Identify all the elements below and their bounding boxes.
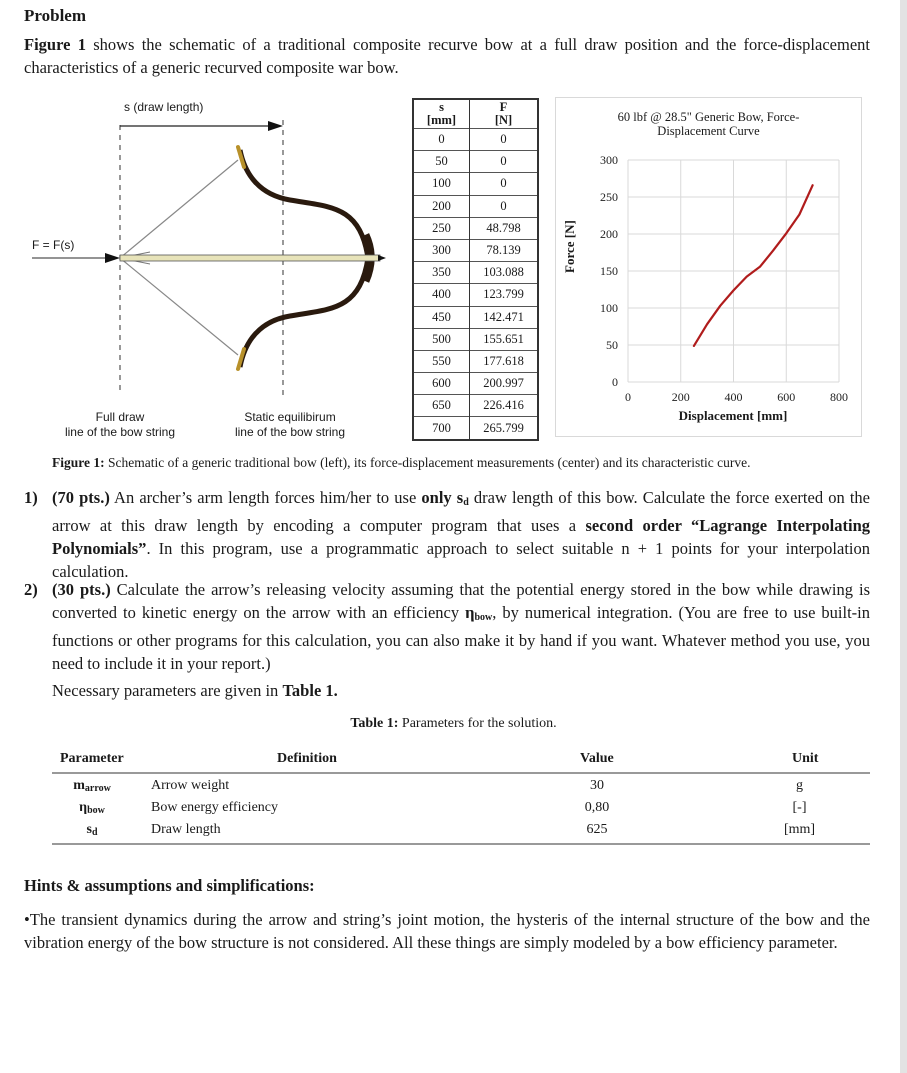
cell-s: 600 [413,373,470,395]
cell-f: 155.651 [470,328,539,350]
param-symbol: $\eta_{bow}$ [79,800,105,816]
svg-text:600: 600 [777,390,796,404]
param-unit: [mm] [783,822,816,837]
table-row [413,417,538,440]
table-row [413,306,538,328]
cell-s: 450 [413,306,470,328]
cell-f: 103.088 [470,262,539,284]
chart-title-line2: Displacement Curve [657,124,760,138]
header-s: s [mm] [413,99,470,129]
cell-f: 265.799 [470,417,539,440]
parameter-table [52,748,870,845]
cell-s: 50 [413,151,470,173]
y-axis-label: Force [N] [562,220,577,273]
cell-s: 400 [413,284,470,306]
question-points: (30 pts.) [52,580,111,599]
static-equilibrium-label [225,410,355,440]
cell-s: 700 [413,417,470,440]
parameter-table-header [52,748,870,774]
chart-title-line1: 60 lbf @ 28.5" Generic Bow, Force- [617,110,800,124]
question-2 [24,578,870,675]
col-definition: Definition [277,751,337,766]
question-number: 1) [24,488,38,507]
q1-method: second order “Lagrange Interpolating Polynomials” [52,516,870,558]
param-symbol: $m_{arrow}$ [73,778,111,794]
svg-text:150: 150 [600,264,618,278]
table-row [52,819,870,841]
table-row [52,797,870,819]
param-symbol: $s_d$ [86,822,98,838]
table-caption [0,716,907,732]
cell-s: 0 [413,129,470,151]
params-intro [52,681,338,701]
static-label-line2: line of the bow string [234,425,346,439]
col-parameter: Parameter [60,751,124,766]
cell-s: 250 [413,217,470,239]
x-axis-label: Displacement [mm] [678,408,788,423]
cell-s: 350 [413,262,470,284]
figure-ref: Figure 1 [24,35,86,54]
param-unit: [-] [792,800,807,815]
page-title: Problem [24,6,87,25]
q1-text-c: . In this program, use a programmatic approach to select suitable n + 1 points for your interpolation calculation. [52,539,870,581]
question-number: 2) [24,580,38,599]
param-definition: Bow energy efficiency [151,800,278,815]
param-value: 30 [590,778,604,793]
param-definition: Draw length [151,822,221,837]
bow-schematic [20,95,400,445]
param-value: 0,80 [584,800,610,815]
cell-s: 500 [413,328,470,350]
svg-text:250: 250 [600,190,618,204]
cell-f: 123.799 [470,284,539,306]
full-draw-label-line2: line of the bow string [64,425,176,439]
svg-text:800: 800 [830,390,848,404]
table-row [413,239,538,261]
svg-text:200: 200 [600,227,618,241]
table-row [413,284,538,306]
svg-text:200: 200 [671,390,690,404]
table-row [413,151,538,173]
svg-text:100: 100 [600,301,618,315]
table-caption-lead: Table 1: [350,716,399,731]
intro-paragraph [24,33,870,79]
figure-caption-lead: Figure 1: [52,455,105,470]
draw-length-label: s (draw length) [124,100,204,114]
cell-s: 300 [413,239,470,261]
table-row [413,395,538,417]
table-row [413,173,538,195]
cell-s: 200 [413,195,470,217]
cell-f: 0 [470,151,539,173]
q1-text-b: draw length of this bow. Calculate the force exerted on the arrow at this draw length by encoding a computer program that uses a [52,488,870,535]
question-1 [24,486,870,583]
hints-title: Hints & assumptions and simplifications: [24,876,315,895]
table-row [413,328,538,350]
table-row [413,195,538,217]
table-row [413,350,538,372]
cell-s: 650 [413,395,470,417]
force-displacement-chart [555,97,862,437]
figure-caption [52,455,750,471]
force-label: F = F(s) [32,238,75,252]
full-draw-label-line1: Full draw [95,410,145,424]
cell-f: 48.798 [470,217,539,239]
cell-s: 100 [413,173,470,195]
q1-only: only [421,488,452,507]
parameter-table-body [52,774,870,845]
hints-bullet: •The transient dynamics during the arrow and string’s joint motion, the hysteris of the internal structure of the bow and the vibration energy of the bow structure is not considered. All these things are simply modeled by a bow efficiency parameter. [24,910,870,952]
cell-f: 200.997 [470,373,539,395]
question-points: (70 pts.) [52,488,110,507]
cell-s: 550 [413,350,470,372]
cell-f: 0 [470,173,539,195]
cell-f: 177.618 [470,350,539,372]
svg-text:0: 0 [625,390,631,404]
q2-text-b: , by numerical integration. (You are free to use built-in functions or other programs for this calculation, you can also make it by hand if you want. Whatever method you use, you need to include it in your report.) [52,603,870,673]
param-unit: g [796,778,803,793]
chart-plot [556,98,861,436]
params-intro-text: Necessary parameters are given in [52,681,283,700]
table-row [413,373,538,395]
table-row [413,217,538,239]
table-header-row [413,99,538,129]
table-row [52,775,870,797]
svg-text:0: 0 [612,375,618,389]
table-ref: Table 1. [282,681,338,700]
static-label-line1: Static equilibirum [244,410,336,424]
cell-f: 142.471 [470,306,539,328]
svg-text:400: 400 [724,390,743,404]
symbol-eta-bow: $\eta_{bow}$ [465,603,493,623]
svg-text:50: 50 [606,338,618,352]
param-value: 625 [586,822,608,837]
full-draw-label [60,410,180,440]
header-f: F [N] [470,99,539,129]
q2-text-a: Calculate the arrow’s releasing velocity assuming that the potential energy stored in the bow while drawing is converted to kinetic energy on the arrow with an efficiency [52,580,870,622]
table-row [413,129,538,151]
figure-caption-text: Schematic of a generic traditional bow (left), its force-displacement measurements (center) and its characteristic curve. [104,455,751,470]
svg-text:300: 300 [600,153,618,167]
col-value: Value [580,751,614,766]
table-row [413,262,538,284]
cell-f: 0 [470,129,539,151]
param-definition: Arrow weight [151,778,230,793]
col-unit: Unit [792,751,819,766]
cell-f: 0 [470,195,539,217]
table-caption-text: Parameters for the solution. [398,716,557,731]
symbol-sd: $s_d$ [456,488,469,508]
cell-f: 78.139 [470,239,539,261]
scrollbar[interactable] [900,0,907,1073]
cell-f: 226.416 [470,395,539,417]
measurement-table [412,98,539,441]
intro-text: shows the schematic of a traditional composite recurve bow at a full draw position and the force-displacement characteristics of a generic recurved composite war bow. [24,35,870,77]
bow-diagram-icon [20,95,400,445]
q1-text-a: An archer’s arm length forces him/her to use [109,488,422,507]
